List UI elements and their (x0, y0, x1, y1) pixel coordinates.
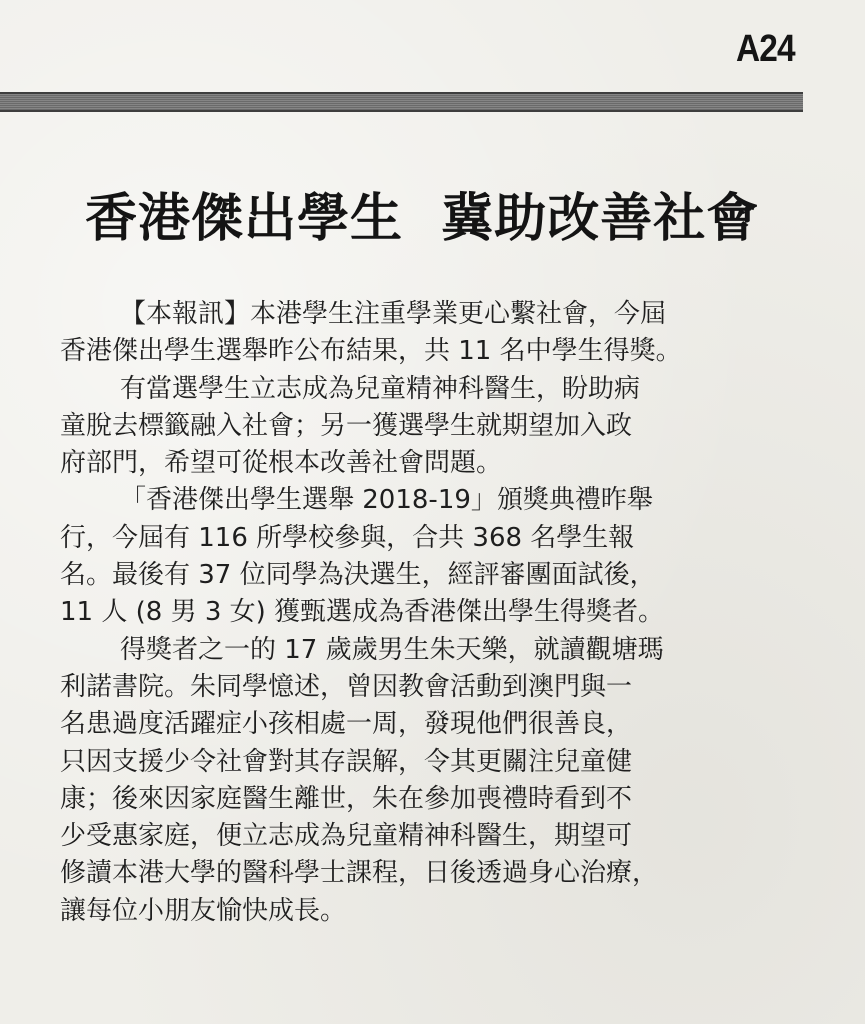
article-headline: 香港傑出學生 冀助改善社會 (85, 188, 760, 249)
header-rule (0, 92, 803, 112)
paragraph-line: 利諾書院。朱同學憶述，曾因教會活動到澳門與一 (60, 671, 633, 702)
paragraph-line: 只因支援少令社會對其存誤解，令其更關注兒童健 (60, 746, 633, 777)
paragraph-line: 有當選學生立志成為兒童精神科醫生，盼助病 (120, 373, 641, 404)
paragraph-line: 得獎者之一的 17 歲歲男生朱天樂，就讀觀塘瑪 (120, 634, 664, 665)
paragraph-line: 行，今屆有 116 所學校參與，合共 368 名學生報 (60, 522, 635, 553)
paragraph-line: 【本報訊】本港學生注重學業更心繫社會，今屆 (120, 299, 667, 329)
paragraph-line: 「香港傑出學生選舉 2018-19」頒獎典禮昨舉 (120, 485, 653, 516)
paragraph-line: 讓每位小朋友愉快成長。 (60, 895, 347, 926)
paragraph-line: 名。最後有 37 位同學為決選生，經評審團面試後， (60, 560, 656, 591)
paragraph-line: 香港傑出學生選舉昨公布結果，共 11 名中學生得獎。 (60, 336, 682, 367)
paragraph-line: 康；後來因家庭醫生離世，朱在參加喪禮時看到不 (60, 783, 633, 814)
paragraph-line: 府部門，希望可從根本改善社會問題。 (60, 448, 503, 479)
paragraph-line: 童脫去標籤融入社會；另一獲選學生就期望加入政 (60, 410, 633, 441)
page-number: A24 (736, 28, 795, 70)
paragraph-line: 名患過度活躍症小孩相處一周，發現他們很善良， (60, 709, 633, 740)
paragraph-line: 11 人 (8 男 3 女) 獲甄選成為香港傑出學生得獎者。 (60, 597, 665, 628)
paragraph-line: 少受惠家庭，便立志成為兒童精神科醫生，期望可 (60, 821, 633, 852)
paragraph-line: 修讀本港大學的醫科學士課程，日後透過身心治療， (60, 858, 659, 889)
article-body (60, 296, 760, 930)
